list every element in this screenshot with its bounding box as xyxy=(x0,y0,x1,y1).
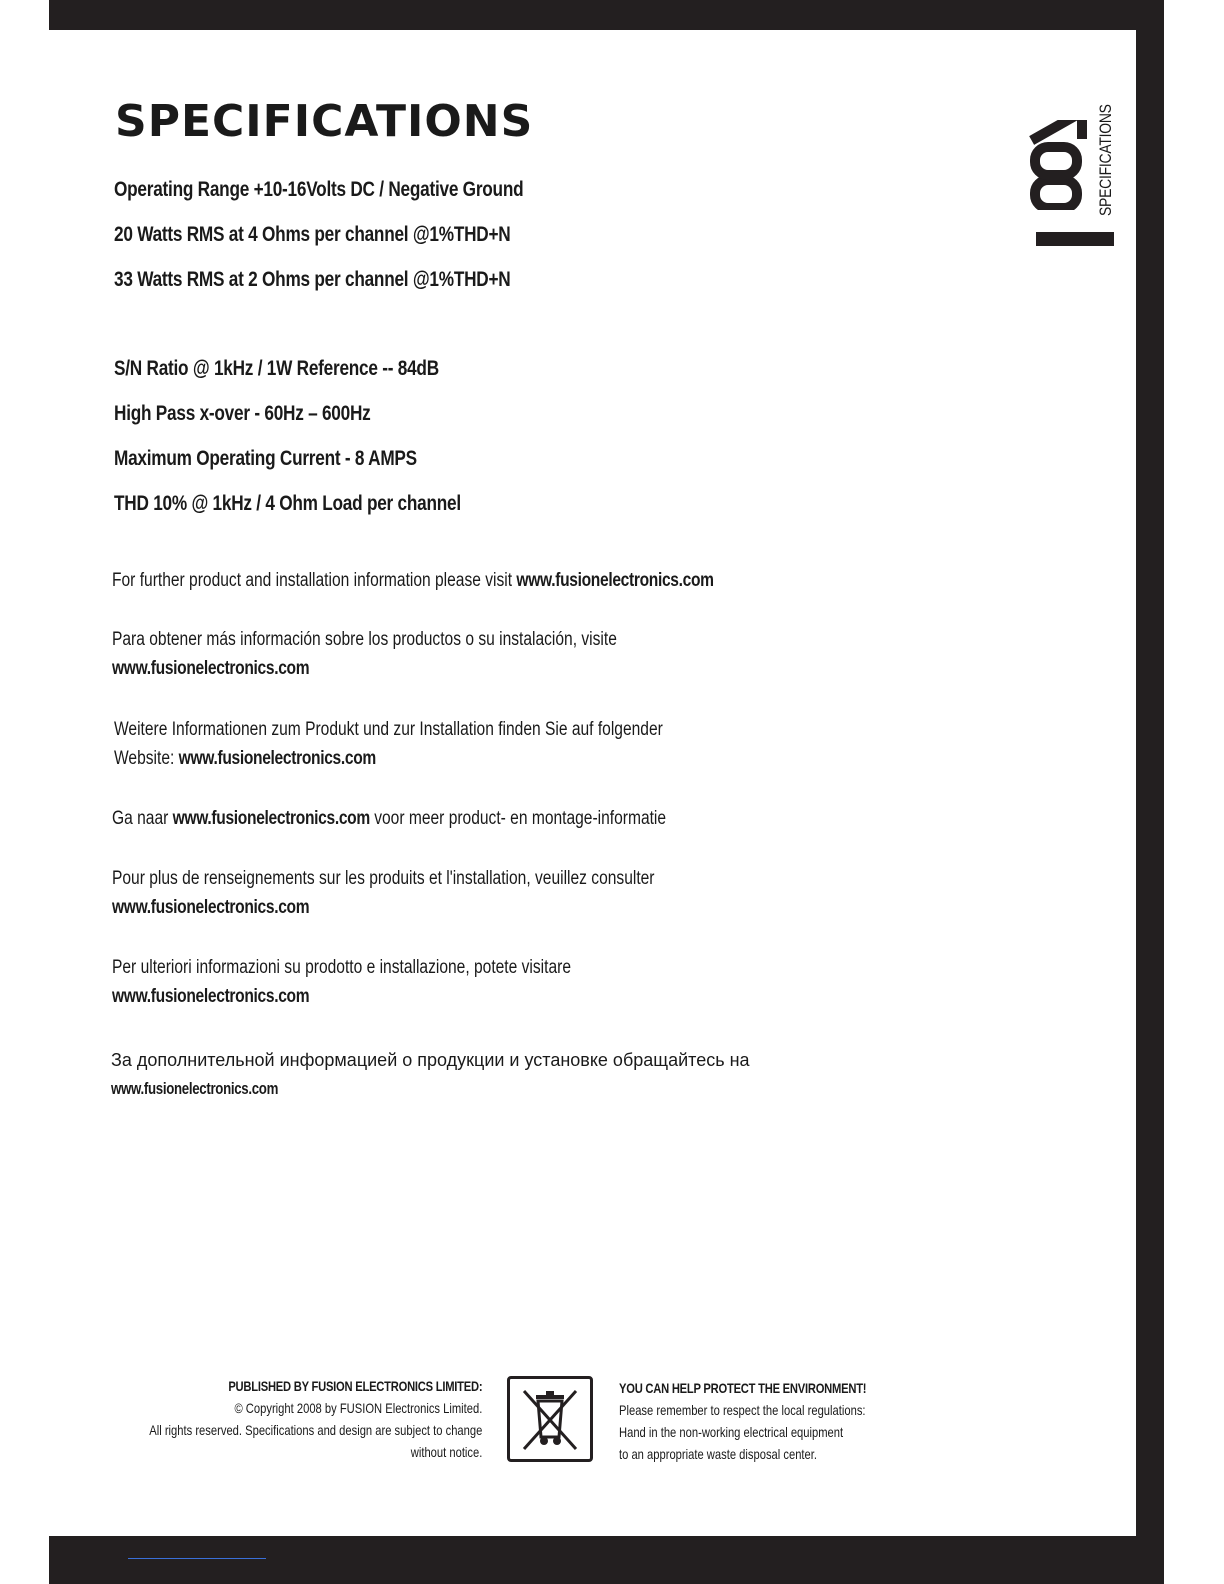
info-nl-post: voor meer product- en montage-informatie xyxy=(369,808,667,829)
spec-thd: THD 10% @ 1kHz / 4 Ohm Load per channel xyxy=(114,492,461,515)
page-title: SPECIFICATIONS xyxy=(115,96,534,147)
spec-max-current: Maximum Operating Current - 8 AMPS xyxy=(114,447,417,470)
publisher-rights-2: without notice. xyxy=(410,1444,482,1460)
spec-high-pass: High Pass x-over - 60Hz – 600Hz xyxy=(114,402,371,425)
info-en-link[interactable]: www.fusionelectronics.com xyxy=(516,570,714,591)
environment-notice xyxy=(619,1377,928,1465)
weee-bin-icon xyxy=(507,1376,593,1462)
environment-line-2: Hand in the non-working electrical equipment xyxy=(619,1424,844,1440)
scan-artifact-line xyxy=(128,1558,266,1559)
info-ru xyxy=(111,1046,750,1103)
environment-line-1: Please remember to respect the local regulations: xyxy=(619,1402,866,1418)
side-tab-label-wrap xyxy=(1094,104,1120,216)
info-it xyxy=(112,953,571,1011)
info-de-link[interactable]: www.fusionelectronics.com xyxy=(178,748,376,769)
frame-right xyxy=(1136,0,1164,1584)
info-nl-pre: Ga naar xyxy=(112,808,173,829)
page-panel xyxy=(49,30,1136,1536)
info-fr-link[interactable]: www.fusionelectronics.com xyxy=(112,897,310,918)
spec-operating-range: Operating Range +10-16Volts DC / Negative Ground xyxy=(114,178,524,201)
spec-power-2ohm: 33 Watts RMS at 2 Ohms per channel @1%THD+N xyxy=(114,268,511,291)
info-es xyxy=(112,625,617,683)
spec-power-4ohm: 20 Watts RMS at 4 Ohms per channel @1%THD+N xyxy=(114,223,511,246)
publisher-notice xyxy=(66,1375,482,1463)
info-de-text: Weitere Informationen zum Produkt und zur Installation finden Sie auf folgender xyxy=(114,719,663,740)
publisher-rights-1: All rights reserved. Specifications and design are subject to change xyxy=(148,1422,482,1438)
info-en xyxy=(112,566,714,595)
info-es-link[interactable]: www.fusionelectronics.com xyxy=(112,658,310,679)
frame-bottom xyxy=(49,1536,1164,1584)
side-tab-label xyxy=(1094,80,1118,216)
info-de-text-2: Website: xyxy=(114,748,179,769)
publisher-copyright: © Copyright 2008 by FUSION Electronics Limited. xyxy=(234,1400,482,1416)
info-it-link[interactable]: www.fusionelectronics.com xyxy=(112,986,310,1007)
info-de xyxy=(114,715,663,773)
side-tab-label-text: SPECIFICATIONS xyxy=(1096,104,1115,216)
environment-heading: YOU CAN HELP PROTECT THE ENVIRONMENT! xyxy=(619,1380,867,1396)
info-nl-link[interactable]: www.fusionelectronics.com xyxy=(172,808,370,829)
info-ru-link[interactable]: www.fusionelectronics.com xyxy=(111,1079,279,1098)
spec-sn-ratio: S/N Ratio @ 1kHz / 1W Reference -- 84dB xyxy=(114,357,439,380)
environment-line-3: to an appropriate waste disposal center. xyxy=(619,1446,817,1462)
info-en-text: For further product and installation information please visit xyxy=(112,570,517,591)
info-nl xyxy=(112,804,666,833)
info-fr xyxy=(112,864,655,922)
info-fr-text: Pour plus de renseignements sur les produits et l'installation, veuillez consulter xyxy=(112,868,655,889)
info-it-text: Per ulteriori informazioni su prodotto e installazione, potete visitare xyxy=(112,957,571,978)
info-es-text: Para obtener más información sobre los productos o su instalación, visite xyxy=(112,629,617,650)
info-ru-text: За дополнительной информацией о продукции и установке обращайтесь на xyxy=(111,1050,750,1070)
publisher-heading: PUBLISHED BY FUSION ELECTRONICS LIMITED: xyxy=(227,1378,482,1394)
crossed-out-wheelie-bin-icon xyxy=(510,1379,590,1459)
side-tab-bar xyxy=(1036,232,1114,246)
frame-top xyxy=(49,0,1164,30)
